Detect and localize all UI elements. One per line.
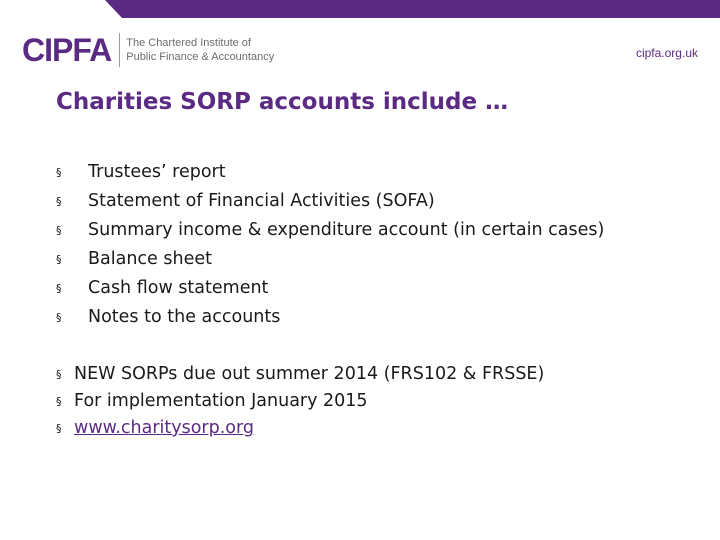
header-banner — [0, 0, 720, 18]
list-item — [56, 361, 544, 388]
logo-divider — [119, 33, 120, 67]
list-item-text: Summary income & expenditure account (in certain cases) — [88, 220, 605, 240]
bullet-icon: § — [56, 368, 62, 381]
notes-list — [56, 361, 544, 442]
list-item — [56, 415, 544, 442]
list-item — [56, 158, 604, 187]
bullet-icon: § — [56, 282, 62, 295]
list-item-text: Statement of Financial Activities (SOFA) — [88, 191, 435, 211]
accounts-list — [56, 158, 604, 332]
list-item — [56, 216, 604, 245]
list-item — [56, 187, 604, 216]
list-item-text: Notes to the accounts — [88, 307, 281, 327]
bullet-icon: § — [56, 395, 62, 408]
list-item — [56, 245, 604, 274]
bullet-icon: § — [56, 195, 62, 208]
bullet-icon: § — [56, 166, 62, 179]
bullet-icon: § — [56, 311, 62, 324]
list-item-text: Cash flow statement — [88, 278, 269, 298]
slide-title: Charities SORP accounts include … — [56, 89, 509, 115]
list-item-text: For implementation January 2015 — [74, 391, 368, 411]
list-item-text: Trustees’ report — [88, 162, 226, 182]
charitysorp-link[interactable]: www.charitysorp.org — [74, 418, 254, 438]
list-item — [56, 388, 544, 415]
list-item-text: Balance sheet — [88, 249, 212, 269]
bullet-icon: § — [56, 422, 62, 435]
logo-tagline-line2: Public Finance & Accountancy — [126, 51, 275, 63]
logo-tagline-line1: The Chartered Institute of — [126, 37, 251, 49]
list-item — [56, 303, 604, 332]
logo-wordmark: CIPFA — [22, 32, 112, 68]
list-item-text: NEW SORPs due out summer 2014 (FRS102 & FRSSE) — [74, 364, 545, 384]
cipfa-logo — [22, 30, 274, 70]
list-item — [56, 274, 604, 303]
site-url: cipfa.org.uk — [635, 46, 698, 60]
bullet-icon: § — [56, 253, 62, 266]
bullet-icon: § — [56, 224, 62, 237]
logo-tagline — [126, 36, 274, 64]
